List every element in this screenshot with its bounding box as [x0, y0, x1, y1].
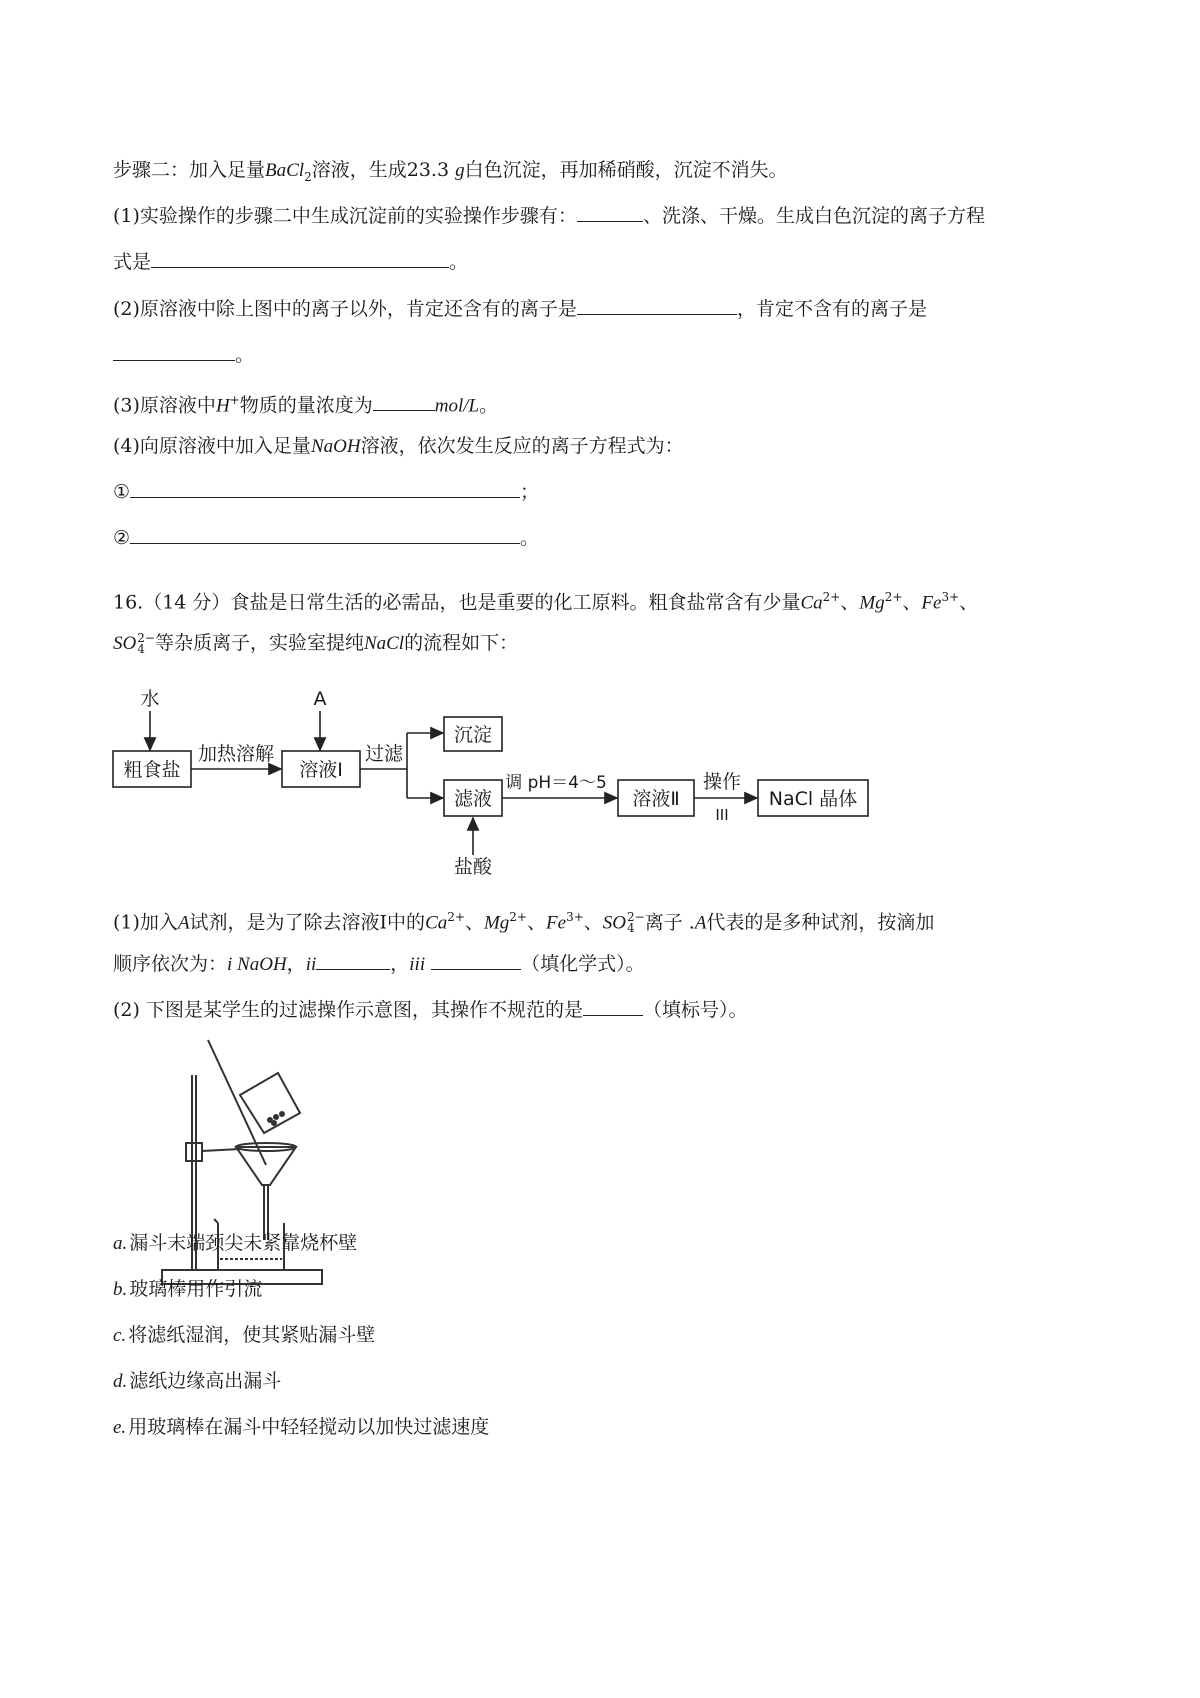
step2-line: 步骤二：加入足量BaCl$_2$溶液，生成23.3 g白色沉淀，再加稀硝酸，沉淀不消失。	[113, 159, 788, 184]
ring-arm	[202, 1149, 240, 1151]
funnel	[236, 1147, 296, 1185]
p16-line2: SO 2− 4 等杂质离子，实验室提纯NaCl的流程如下：	[113, 631, 519, 656]
s1-line2: 顺序依次为：i NaOH，ii ，iii （填化学式）。	[113, 953, 645, 975]
precipitate-label: 沉淀	[453, 724, 493, 746]
s2-line: (2) 下图是某学生的过滤操作示意图，其操作不规范的是 （填标号）。	[113, 999, 748, 1021]
crude-salt-label: 粗食盐	[123, 759, 181, 781]
q2-line1: (2)原溶液中除上图中的离子以外，肯定还含有的离子是 ，肯定不含有的离子是	[113, 298, 927, 320]
filtrate-label: 滤液	[453, 788, 493, 810]
heat-dissolve-label: 加热溶解	[197, 743, 275, 765]
option-a[interactable]: a. 漏斗末端颈尖未紧靠烧杯壁	[113, 1232, 358, 1254]
s2-blank[interactable]	[583, 997, 643, 1016]
option-b[interactable]: b. 玻璃棒用作引流	[113, 1278, 263, 1300]
solution-1-label: 溶液Ⅰ	[299, 759, 343, 781]
p16-line1: 16.（14 分）食盐是日常生活的必需品，也是重要的化工原料。粗食盐常含有少量$Ca^{2+}$、$Mg^{2+}$、$Fe^{3+}$、	[113, 590, 979, 614]
s1-line1: (1)加入A试剂，是为了除去溶液Ⅰ中的$Ca^{2+}$、$Mg^{2+}$、$Fe^{3+}$、SO 2− 4 离子 .A代表的是多种试剂，按滴加	[113, 910, 935, 936]
q4-eq1: ① ；	[113, 481, 540, 503]
q1-line1: (1)实验操作的步骤二中生成沉淀前的实验操作步骤有： 、洗涤、干燥。生成白色沉淀的离子方程	[113, 205, 985, 227]
q1-line2: 式是 。	[113, 251, 469, 273]
operation-number: III	[715, 806, 729, 824]
nacl-crystal-label: NaCl 晶体	[768, 788, 858, 810]
s1-blank-ii[interactable]	[316, 951, 390, 970]
filter-label: 过滤	[364, 743, 404, 765]
water-label: 水	[140, 688, 160, 710]
pouring-beaker	[240, 1073, 300, 1133]
q4-line: (4)向原溶液中加入足量NaOH溶液，依次发生反应的离子方程式为：	[113, 435, 684, 457]
q4-eq2: ② 。	[113, 527, 540, 549]
operation-label: 操作	[702, 771, 742, 793]
clamp	[186, 1143, 202, 1161]
reagent-a-label: A	[313, 688, 327, 710]
hcl-label: 盐酸	[453, 856, 493, 878]
option-e[interactable]: e. 用玻璃棒在漏斗中轻轻搅动以加快过滤速度	[113, 1416, 490, 1438]
adjust-ph-label: 调 pH＝4～5	[505, 773, 607, 793]
s1-blank-iii[interactable]	[431, 951, 521, 970]
option-c[interactable]: c. 将滤纸湿润，使其紧贴漏斗壁	[113, 1324, 376, 1346]
q2-line2: 。	[113, 342, 254, 368]
option-d[interactable]: d. 滤纸边缘高出漏斗	[113, 1370, 282, 1392]
solution-2-label: 溶液Ⅱ	[632, 788, 680, 810]
q3-line: (3)原溶液中H+物质的量浓度为 mol/L。	[113, 393, 499, 417]
